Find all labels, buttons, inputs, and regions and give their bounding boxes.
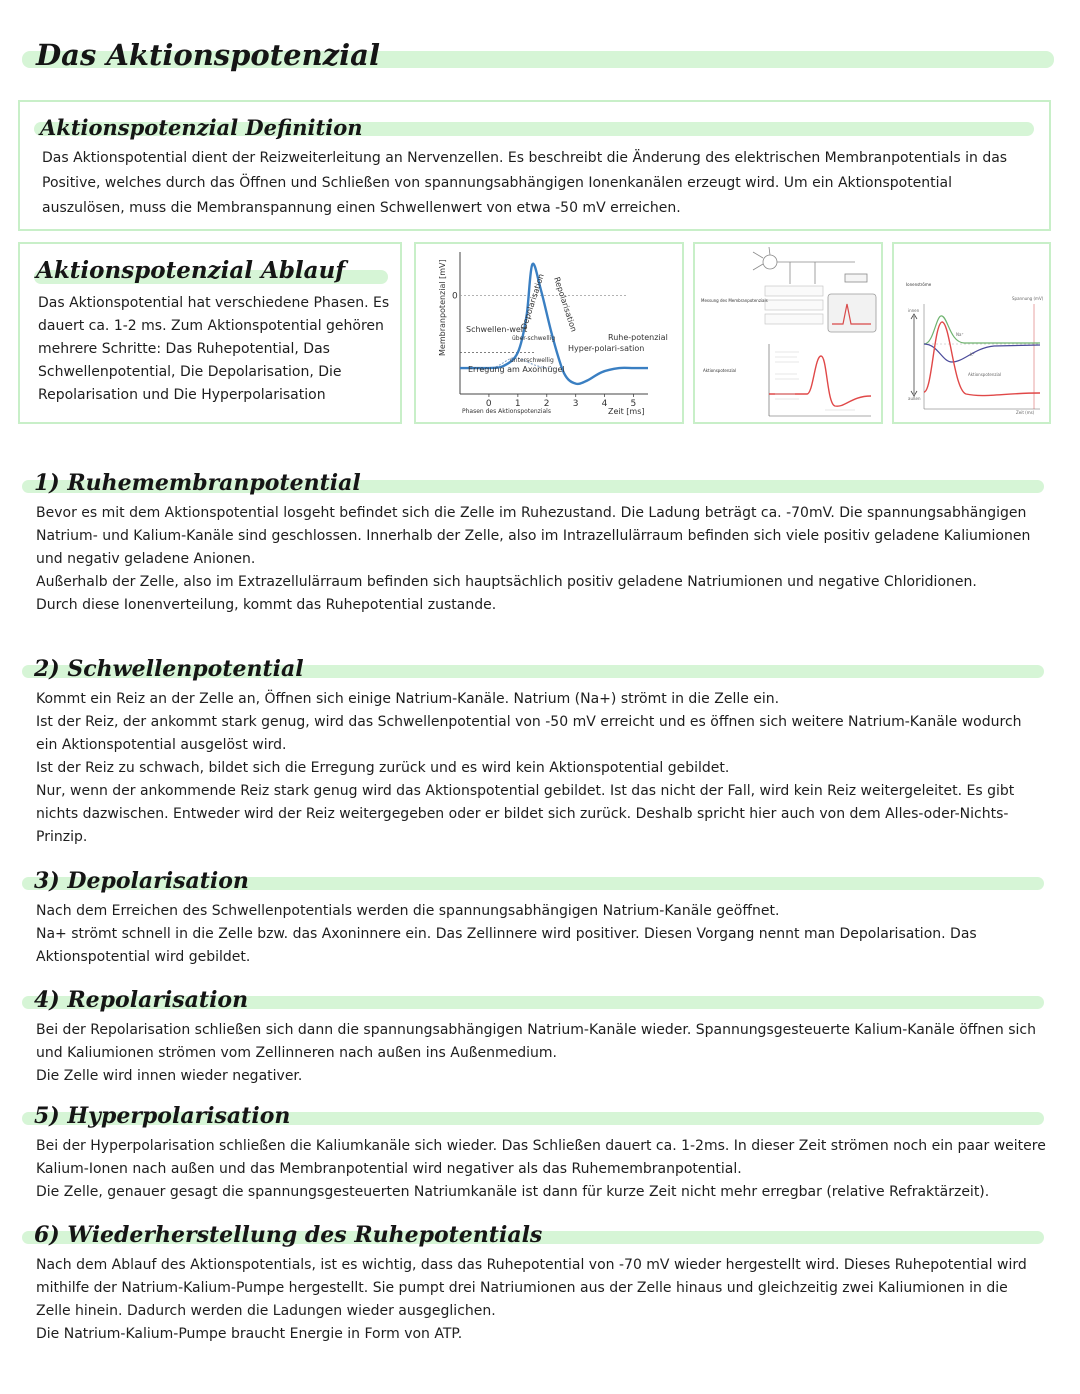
- anno-repolarisation: Repolarisation: [552, 275, 579, 333]
- measurement-table: [765, 286, 823, 324]
- section-2-paragraph-3: Ist der Reiz zu schwach, bildet sich die Erregung zurück und es wird kein Aktionspotential gebildet.: [36, 760, 730, 776]
- section-2-paragraph-4: Nur, wenn der ankommende Reiz stark genug wird das Aktionspotential gebildet. Ist das nicht der Fall, wird kein Reiz weitergeleitet. Es gibt nichts dazwischen. Entweder wird der Reiz weitergegeben oder er bildet sich zurück. Deshalb spricht hier auch von dem Alles-oder-Nichts-Prinzip.: [36, 783, 1015, 845]
- chart-xtick-label-1: 1: [514, 399, 521, 409]
- section-3-heading: 3) Depolarisation: [34, 868, 249, 894]
- label-aussen: außen: [908, 396, 921, 401]
- label-na: Na⁺: [956, 332, 964, 337]
- measurement-notes: [775, 352, 855, 410]
- anno-schwellenwert: Schwellen-wert: [466, 325, 528, 334]
- section-2-heading: 2) Schwellenpotential: [34, 656, 304, 682]
- definition-heading: Aktionspotenzial Definition: [40, 115, 363, 140]
- chart-xtick-label-4: 4: [601, 399, 608, 409]
- section-4-heading: 4) Repolarisation: [34, 987, 249, 1013]
- anno-ueberschwellig: über-schwellig: [512, 335, 556, 342]
- chart-xtick-label-2: 2: [543, 399, 550, 409]
- ap-chart-figure: [414, 242, 684, 424]
- label-aktionspotenzial: Aktionspotenzial: [703, 368, 737, 373]
- section-6-paragraph-2: Die Natrium-Kalium-Pumpe braucht Energie in Form von ATP.: [36, 1326, 463, 1342]
- definition-text: Das Aktionspotential dient der Reizweiterleitung an Nervenzellen. Es beschreibt die Änderung des elektrischen Membranpotentials in das Positive, welches durch das Öffnen und Schließen von spannungsabhängigen Ionenkanälen erzeugt wird. Um ein Aktionspotential auszulösen, muss die Membranspannung einen Schwellenwert von etwa -50 mV erreichen.: [42, 150, 1008, 216]
- section-1-paragraph-1: Bevor es mit dem Aktionspotential losgeht befindet sich die Zelle im Ruhezustand. Die Ladung beträgt ca. -70mV. Die spannungsabhängigen Natrium- und Kalium-Kanäle sind geschlossen. Innerhalb der Zelle, also im Intrazellulärraum befinden sich viele positiv geladene Kaliumionen und negativ geladene Anionen.: [36, 505, 1031, 567]
- section-5-heading: 5) Hyperpolarisation: [34, 1103, 291, 1129]
- neuron-icon: [753, 247, 867, 284]
- label-ionen: Ionenströme: [906, 282, 932, 287]
- section-2-body: [36, 688, 1046, 849]
- section-4-paragraph-1: Bei der Repolarisation schließen sich dann die spannungsabhängigen Natrium-Kanäle wieder. Spannungsgesteuerte Kalium-Kanäle öffnen sich und Kaliumionen strömen vom Zellinneren nach außen ins Außenmedium.: [36, 1022, 1036, 1061]
- measurement-diagram: [695, 244, 881, 422]
- anno-hyperpolarisation: Hyper-polari-sation: [568, 344, 645, 353]
- section-5-paragraph-1: Bei der Hyperpolarisation schließen die Kaliumkanäle sich wieder. Das Schließen dauert ca. 1-2ms. In dieser Zeit strömen noch ein paar weitere Kalium-Ionen nach außen und das Membranpotential wird negativer als das Ruhemembranpotential.: [36, 1138, 1046, 1177]
- ion-k-current: [924, 344, 1040, 362]
- ablauf-heading: Aktionspotenzial Ablauf: [36, 257, 346, 284]
- section-3-paragraph-1: Nach dem Erreichen des Schwellenpotentials werden die spannungsabhängigen Natrium-Kanäle geöffnet.: [36, 903, 780, 919]
- ion-na-current: [924, 316, 1040, 344]
- chart-ytick-0: 0: [452, 291, 458, 302]
- label-spannung: Spannung (mV): [1012, 296, 1044, 301]
- measurement-figure: [693, 242, 883, 424]
- section-6-heading: 6) Wiederherstellung des Ruhepotentials: [34, 1222, 543, 1248]
- chart-xtick-label-5: 5: [630, 399, 637, 409]
- label-messung: Messung des Membranpotenzials: [701, 298, 768, 303]
- ion-currents-diagram: [894, 244, 1049, 422]
- ion-currents-figure: [892, 242, 1051, 424]
- label-zeit: Zeit (ms): [1016, 410, 1035, 415]
- anno-erregung: Erregung am Axonhügel: [468, 365, 565, 374]
- ablauf-box: [18, 242, 402, 424]
- section-5-body: [36, 1135, 1046, 1204]
- section-6-paragraph-1: Nach dem Ablauf des Aktionspotentials, ist es wichtig, dass das Ruhepotential von -70 mV wieder hergestellt wird. Dieses Ruhepotential wird mithilfe der Natrium-Kalium-Pumpe hergestellt. Sie pumpt drei Natriumionen aus der Zelle hinaus und gleichzeitig zwei Kaliumionen in die Zelle hinein. Dadurch werden die Ladungen wieder ausgeglichen.: [36, 1257, 1027, 1319]
- definition-box: [18, 100, 1051, 231]
- label-ap3: Aktionspotenzial: [968, 372, 1002, 377]
- chart-xtick-label-3: 3: [572, 399, 579, 409]
- section-2-paragraph-1: Kommt ein Reiz an der Zelle an, Öffnen sich einige Natrium-Kanäle. Natrium (Na+) strömt in die Zelle ein.: [36, 691, 780, 707]
- ion-ap-curve: [924, 322, 1040, 396]
- section-6-body: [36, 1254, 1046, 1346]
- measurement-ap-curve: [769, 356, 871, 406]
- anno-ruhepotenzial: Ruhe-potenzial: [608, 333, 668, 342]
- ablauf-text: Das Aktionspotential hat verschiedene Phasen. Es dauert ca. 1-2 ms. Zum Aktionspotential gehören mehrere Schritte: Das Ruhepotential, Das Schwellenpotential, Die Depolarisation, Die Repolarisation und Die Hyperpolarisation: [38, 295, 390, 403]
- label-innen: innen: [908, 308, 920, 313]
- section-1-body: [36, 502, 1046, 617]
- oscilloscope-icon: [828, 294, 876, 332]
- anno-depolarisation: Depolarisation: [519, 272, 546, 331]
- page-title: Das Aktionspotenzial: [36, 38, 380, 72]
- section-3-paragraph-2: Na+ strömt schnell in die Zelle bzw. das Axoninnere ein. Das Zellinnere wird positiver. Diesen Vorgang nennt man Depolarisation. Das Aktionspotential wird gebildet.: [36, 926, 977, 965]
- chart-xlabel: Zeit [ms]: [608, 407, 645, 416]
- chart-ylabel: Membranpotenzial [mV]: [438, 259, 447, 356]
- anno-unterschwellig: unterschwellig: [510, 357, 554, 364]
- section-2-paragraph-2: Ist der Reiz, der ankommt stark genug, wird das Schwellenpotential von -50 mV erreicht und es öffnen sich weitere Natrium-Kanäle wodurch ein Aktionspotential ausgelöst wird.: [36, 714, 1022, 753]
- section-1-heading: 1) Ruhemembranpotential: [34, 470, 361, 496]
- section-4-paragraph-2: Die Zelle wird innen wieder negativer.: [36, 1068, 303, 1084]
- section-1-paragraph-3: Durch diese Ionenverteilung, kommt das Ruhepotential zustande.: [36, 597, 497, 613]
- section-4-body: [36, 1019, 1046, 1088]
- label-k: K⁺: [970, 352, 975, 357]
- chart-xtick-label-0: 0: [485, 399, 492, 409]
- section-1-paragraph-2: Außerhalb der Zelle, also im Extrazellulärraum befinden sich hauptsächlich positiv geladene Natriumionen und negative Chloridionen.: [36, 574, 977, 590]
- chart-caption: Phasen des Aktionspotenzials: [462, 408, 551, 415]
- section-5-paragraph-2: Die Zelle, genauer gesagt die spannungsgesteuerten Natriumkanäle ist dann für kurze Zeit nicht mehr erregbar (relative Refraktärzeit).: [36, 1184, 990, 1200]
- ap-chart: [416, 244, 682, 422]
- section-3-body: [36, 900, 1046, 969]
